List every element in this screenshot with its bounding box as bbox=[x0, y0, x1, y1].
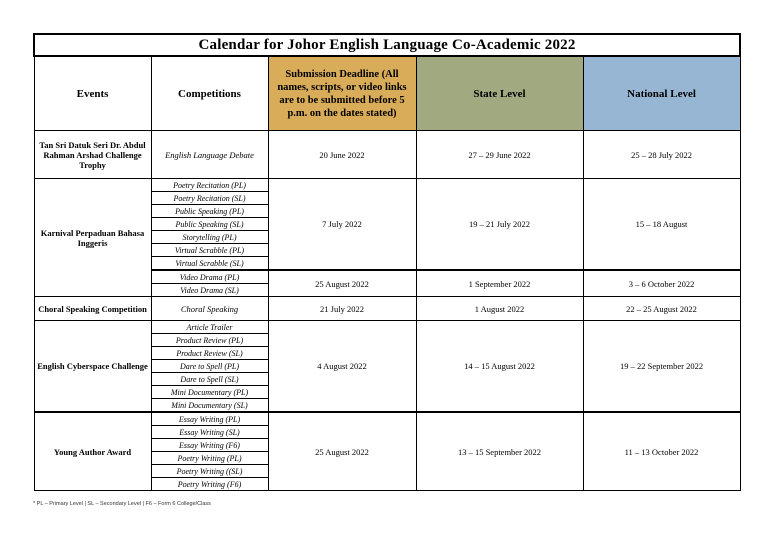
calendar-table bbox=[33, 33, 741, 491]
state-date: 14 – 15 August 2022 bbox=[416, 321, 583, 413]
competition-name: Dare to Spell (PL) bbox=[151, 360, 268, 373]
state-date: 1 September 2022 bbox=[416, 270, 583, 297]
competition-name: English Language Debate bbox=[151, 131, 268, 179]
national-date: 25 – 28 July 2022 bbox=[583, 131, 740, 179]
deadline-date: 4 August 2022 bbox=[268, 321, 416, 413]
competition-name: Article Trailer bbox=[151, 321, 268, 334]
table-row bbox=[34, 412, 740, 426]
national-date: 11 – 13 October 2022 bbox=[583, 412, 740, 491]
event-name: Karnival Perpaduan Bahasa Inggeris bbox=[34, 179, 151, 297]
state-date: 1 August 2022 bbox=[416, 297, 583, 321]
competition-name: Mini Documentary (SL) bbox=[151, 399, 268, 413]
deadline-date: 21 July 2022 bbox=[268, 297, 416, 321]
competition-name: Product Review (SL) bbox=[151, 347, 268, 360]
header-submission-deadline: Submission Deadline (All names, scripts, or video links are to be submitted before 5 p.m. on the dates stated) bbox=[268, 56, 416, 131]
header-national-level: National Level bbox=[583, 56, 740, 131]
page-title: Calendar for Johor English Language Co-Academic 2022 bbox=[34, 34, 740, 56]
state-date: 13 – 15 September 2022 bbox=[416, 412, 583, 491]
header-competitions: Competitions bbox=[151, 56, 268, 131]
table-row bbox=[34, 321, 740, 334]
competition-name: Dare to Spell (SL) bbox=[151, 373, 268, 386]
event-name: Choral Speaking Competition bbox=[34, 297, 151, 321]
competition-name: Poetry Writing ((SL) bbox=[151, 465, 268, 478]
event-name: Tan Sri Datuk Seri Dr. Abdul Rahman Arshad Challenge Trophy bbox=[34, 131, 151, 179]
competition-name: Product Review (PL) bbox=[151, 334, 268, 347]
national-date: 22 – 25 August 2022 bbox=[583, 297, 740, 321]
calendar-sheet bbox=[33, 33, 739, 491]
competition-name: Essay Writing (F6) bbox=[151, 439, 268, 452]
competition-name: Essay Writing (PL) bbox=[151, 412, 268, 426]
competition-name: Public Speaking (PL) bbox=[151, 205, 268, 218]
deadline-date: 25 August 2022 bbox=[268, 270, 416, 297]
table-row bbox=[34, 131, 740, 179]
event-name: English Cyberspace Challenge bbox=[34, 321, 151, 413]
competition-name: Video Drama (SL) bbox=[151, 284, 268, 297]
table-row bbox=[34, 297, 740, 321]
competition-name: Choral Speaking bbox=[151, 297, 268, 321]
competition-name: Poetry Recitation (PL) bbox=[151, 179, 268, 192]
deadline-date: 25 August 2022 bbox=[268, 412, 416, 491]
state-date: 27 – 29 June 2022 bbox=[416, 131, 583, 179]
competition-name: Poetry Writing (PL) bbox=[151, 452, 268, 465]
competition-name: Virtual Scrabble (PL) bbox=[151, 244, 268, 257]
competition-name: Poetry Writing (F6) bbox=[151, 478, 268, 491]
competition-name: Poetry Recitation (SL) bbox=[151, 192, 268, 205]
national-date: 19 – 22 September 2022 bbox=[583, 321, 740, 413]
header-events: Events bbox=[34, 56, 151, 131]
deadline-date: 7 July 2022 bbox=[268, 179, 416, 271]
table-row bbox=[34, 179, 740, 192]
competition-name: Mini Documentary (PL) bbox=[151, 386, 268, 399]
competition-name: Video Drama (PL) bbox=[151, 270, 268, 284]
national-date: 15 – 18 August bbox=[583, 179, 740, 271]
national-date: 3 – 6 October 2022 bbox=[583, 270, 740, 297]
header-state-level: State Level bbox=[416, 56, 583, 131]
state-date: 19 – 21 July 2022 bbox=[416, 179, 583, 271]
competition-name: Virtual Scrabble (SL) bbox=[151, 257, 268, 271]
footnote: * PL – Primary Level | SL – Secondary Level | F6 – Form 6 College/Class bbox=[33, 501, 211, 507]
event-name: Young Author Award bbox=[34, 412, 151, 491]
competition-name: Public Speaking (SL) bbox=[151, 218, 268, 231]
deadline-date: 20 June 2022 bbox=[268, 131, 416, 179]
competition-name: Essay Writing (SL) bbox=[151, 426, 268, 439]
competition-name: Storytelling (PL) bbox=[151, 231, 268, 244]
